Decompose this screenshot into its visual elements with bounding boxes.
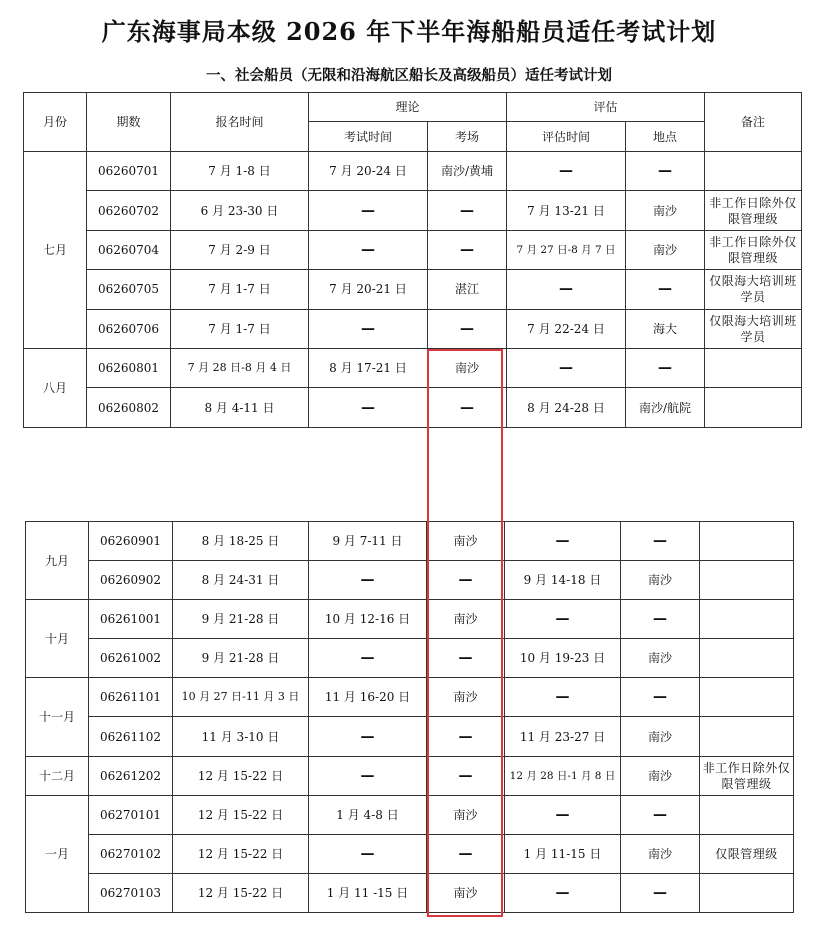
location-cell: — bbox=[621, 600, 700, 639]
exam-site-cell: 南沙 bbox=[427, 522, 505, 561]
period-cell: 06260702 bbox=[87, 191, 171, 230]
table-row bbox=[24, 348, 802, 387]
header-exam-site: 考场 bbox=[428, 122, 507, 152]
period-cell: 06260801 bbox=[87, 348, 171, 387]
registration-cell: 11 月 3-10 日 bbox=[173, 717, 309, 756]
location-cell: 南沙 bbox=[621, 717, 700, 756]
exam-time-cell: — bbox=[309, 717, 427, 756]
remark-cell bbox=[705, 388, 802, 427]
location-cell: 南沙 bbox=[621, 639, 700, 678]
period-cell: 06261002 bbox=[89, 639, 173, 678]
exam-site-cell: — bbox=[427, 756, 505, 795]
table-row bbox=[24, 388, 802, 427]
period-cell: 06261102 bbox=[89, 717, 173, 756]
assess-time-cell: — bbox=[507, 348, 626, 387]
table-row bbox=[26, 600, 794, 639]
exam-time-cell: 7 月 20-24 日 bbox=[309, 152, 428, 191]
exam-time-cell: — bbox=[309, 230, 428, 269]
period-cell: 06270101 bbox=[89, 795, 173, 834]
period-cell: 06260705 bbox=[87, 270, 171, 309]
table-row bbox=[26, 795, 794, 834]
assess-time-cell: — bbox=[505, 678, 621, 717]
location-cell: — bbox=[626, 152, 705, 191]
exam-site-cell: 南沙 bbox=[427, 678, 505, 717]
exam-time-cell: 11 月 16-20 日 bbox=[309, 678, 427, 717]
assess-time-cell: 11 月 23-27 日 bbox=[505, 717, 621, 756]
assess-time-cell: — bbox=[505, 795, 621, 834]
location-cell: — bbox=[621, 795, 700, 834]
exam-time-cell: — bbox=[309, 388, 428, 427]
exam-site-cell: 南沙 bbox=[428, 348, 507, 387]
table-row bbox=[24, 191, 802, 230]
period-cell: 06261101 bbox=[89, 678, 173, 717]
period-cell: 06261202 bbox=[89, 756, 173, 795]
exam-site-cell: — bbox=[428, 309, 507, 348]
exam-site-cell: 南沙 bbox=[427, 795, 505, 834]
registration-cell: 8 月 4-11 日 bbox=[171, 388, 309, 427]
period-cell: 06260901 bbox=[89, 522, 173, 561]
header-assessment: 评估 bbox=[507, 93, 705, 122]
location-cell: — bbox=[621, 678, 700, 717]
exam-site-cell: 南沙 bbox=[427, 873, 505, 912]
exam-site-cell: — bbox=[427, 834, 505, 873]
remark-cell bbox=[700, 600, 794, 639]
registration-cell: 7 月 2-9 日 bbox=[171, 230, 309, 269]
remark-cell bbox=[700, 522, 794, 561]
exam-time-cell: — bbox=[309, 639, 427, 678]
month-cell: 八月 bbox=[24, 348, 87, 427]
assess-time-cell: — bbox=[507, 152, 626, 191]
table-row bbox=[26, 756, 794, 795]
header-exam-time: 考试时间 bbox=[309, 122, 428, 152]
registration-cell: 7 月 28 日-8 月 4 日 bbox=[171, 348, 309, 387]
remark-cell bbox=[705, 152, 802, 191]
exam-schedule-table-bottom bbox=[25, 521, 794, 913]
table-row bbox=[26, 717, 794, 756]
remark-cell: 仅限管理级 bbox=[700, 834, 794, 873]
registration-cell: 8 月 18-25 日 bbox=[173, 522, 309, 561]
assess-time-cell: 10 月 19-23 日 bbox=[505, 639, 621, 678]
exam-time-cell: — bbox=[309, 191, 428, 230]
exam-site-cell: 南沙/黄埔 bbox=[428, 152, 507, 191]
location-cell: 南沙/航院 bbox=[626, 388, 705, 427]
exam-time-cell: 7 月 20-21 日 bbox=[309, 270, 428, 309]
table-row bbox=[26, 873, 794, 912]
remark-cell bbox=[700, 678, 794, 717]
period-cell: 06260701 bbox=[87, 152, 171, 191]
registration-cell: 7 月 1-8 日 bbox=[171, 152, 309, 191]
remark-cell: 非工作日除外仅限管理级 bbox=[705, 230, 802, 269]
exam-time-cell: 8 月 17-21 日 bbox=[309, 348, 428, 387]
remark-cell: 非工作日除外仅限管理级 bbox=[705, 191, 802, 230]
table-row bbox=[24, 152, 802, 191]
location-cell: — bbox=[626, 270, 705, 309]
registration-cell: 12 月 15-22 日 bbox=[173, 834, 309, 873]
exam-site-cell: — bbox=[428, 388, 507, 427]
location-cell: — bbox=[626, 348, 705, 387]
table-row bbox=[24, 309, 802, 348]
assess-time-cell: 1 月 11-15 日 bbox=[505, 834, 621, 873]
month-cell: 九月 bbox=[26, 522, 89, 600]
page-title: 广东海事局本级 2026 年下半年海船船员适任考试计划 bbox=[101, 17, 717, 46]
exam-time-cell: 1 月 11 -15 日 bbox=[309, 873, 427, 912]
section-subtitle: 一、社会船员（无限和沿海航区船长及高级船员）适任考试计划 bbox=[206, 67, 612, 84]
header-assess-time: 评估时间 bbox=[507, 122, 626, 152]
table-row bbox=[26, 678, 794, 717]
remark-cell bbox=[705, 348, 802, 387]
assess-time-cell: — bbox=[505, 873, 621, 912]
registration-cell: 7 月 1-7 日 bbox=[171, 309, 309, 348]
month-cell: 七月 bbox=[24, 152, 87, 349]
assess-time-cell: — bbox=[505, 522, 621, 561]
table-row bbox=[24, 270, 802, 309]
remark-cell bbox=[700, 873, 794, 912]
assess-time-cell: — bbox=[507, 270, 626, 309]
exam-time-cell: 9 月 7-11 日 bbox=[309, 522, 427, 561]
period-cell: 06260902 bbox=[89, 561, 173, 600]
header-month: 月份 bbox=[24, 93, 87, 152]
period-cell: 06260802 bbox=[87, 388, 171, 427]
exam-site-cell: — bbox=[427, 717, 505, 756]
exam-time-cell: — bbox=[309, 834, 427, 873]
period-cell: 06260704 bbox=[87, 230, 171, 269]
assess-time-cell: 9 月 14-18 日 bbox=[505, 561, 621, 600]
exam-time-cell: 1 月 4-8 日 bbox=[309, 795, 427, 834]
remark-cell bbox=[700, 639, 794, 678]
registration-cell: 9 月 21-28 日 bbox=[173, 639, 309, 678]
exam-site-cell: — bbox=[427, 639, 505, 678]
remark-cell bbox=[700, 561, 794, 600]
header-location: 地点 bbox=[626, 122, 705, 152]
registration-cell: 9 月 21-28 日 bbox=[173, 600, 309, 639]
location-cell: 南沙 bbox=[626, 230, 705, 269]
location-cell: 南沙 bbox=[621, 756, 700, 795]
month-cell: 十月 bbox=[26, 600, 89, 678]
exam-site-cell: — bbox=[428, 191, 507, 230]
exam-time-cell: 10 月 12-16 日 bbox=[309, 600, 427, 639]
month-cell: 一月 bbox=[26, 795, 89, 912]
registration-cell: 7 月 1-7 日 bbox=[171, 270, 309, 309]
header-registration: 报名时间 bbox=[171, 93, 309, 152]
exam-site-cell: 湛江 bbox=[428, 270, 507, 309]
table-row bbox=[26, 561, 794, 600]
remark-cell: 仅限海大培训班学员 bbox=[705, 309, 802, 348]
header-remarks: 备注 bbox=[705, 93, 802, 152]
period-cell: 06261001 bbox=[89, 600, 173, 639]
table-row bbox=[24, 230, 802, 269]
assess-time-cell: — bbox=[505, 600, 621, 639]
exam-schedule-table-top bbox=[23, 92, 802, 428]
location-cell: 海大 bbox=[626, 309, 705, 348]
exam-time-cell: — bbox=[309, 561, 427, 600]
remark-cell bbox=[700, 795, 794, 834]
exam-site-cell: 南沙 bbox=[427, 600, 505, 639]
location-cell: — bbox=[621, 873, 700, 912]
assess-time-cell: 7 月 22-24 日 bbox=[507, 309, 626, 348]
location-cell: 南沙 bbox=[626, 191, 705, 230]
assess-time-cell: 12 月 28 日-1 月 8 日 bbox=[505, 756, 621, 795]
assess-time-cell: 8 月 24-28 日 bbox=[507, 388, 626, 427]
exam-time-cell: — bbox=[309, 309, 428, 348]
registration-cell: 6 月 23-30 日 bbox=[171, 191, 309, 230]
location-cell: 南沙 bbox=[621, 561, 700, 600]
period-cell: 06260706 bbox=[87, 309, 171, 348]
assess-time-cell: 7 月 13-21 日 bbox=[507, 191, 626, 230]
registration-cell: 12 月 15-22 日 bbox=[173, 795, 309, 834]
header-theory: 理论 bbox=[309, 93, 507, 122]
header-period: 期数 bbox=[87, 93, 171, 152]
registration-cell: 12 月 15-22 日 bbox=[173, 756, 309, 795]
exam-site-cell: — bbox=[427, 561, 505, 600]
exam-site-cell: — bbox=[428, 230, 507, 269]
month-cell: 十一月 bbox=[26, 678, 89, 756]
exam-time-cell: — bbox=[309, 756, 427, 795]
table-row bbox=[26, 522, 794, 561]
registration-cell: 12 月 15-22 日 bbox=[173, 873, 309, 912]
location-cell: — bbox=[621, 522, 700, 561]
remark-cell: 非工作日除外仅限管理级 bbox=[700, 756, 794, 795]
period-cell: 06270103 bbox=[89, 873, 173, 912]
assess-time-cell: 7 月 27 日-8 月 7 日 bbox=[507, 230, 626, 269]
remark-cell bbox=[700, 717, 794, 756]
remark-cell: 仅限海大培训班学员 bbox=[705, 270, 802, 309]
table-row bbox=[26, 639, 794, 678]
registration-cell: 10 月 27 日-11 月 3 日 bbox=[173, 678, 309, 717]
table-row bbox=[26, 834, 794, 873]
period-cell: 06270102 bbox=[89, 834, 173, 873]
location-cell: 南沙 bbox=[621, 834, 700, 873]
registration-cell: 8 月 24-31 日 bbox=[173, 561, 309, 600]
month-cell: 十二月 bbox=[26, 756, 89, 795]
